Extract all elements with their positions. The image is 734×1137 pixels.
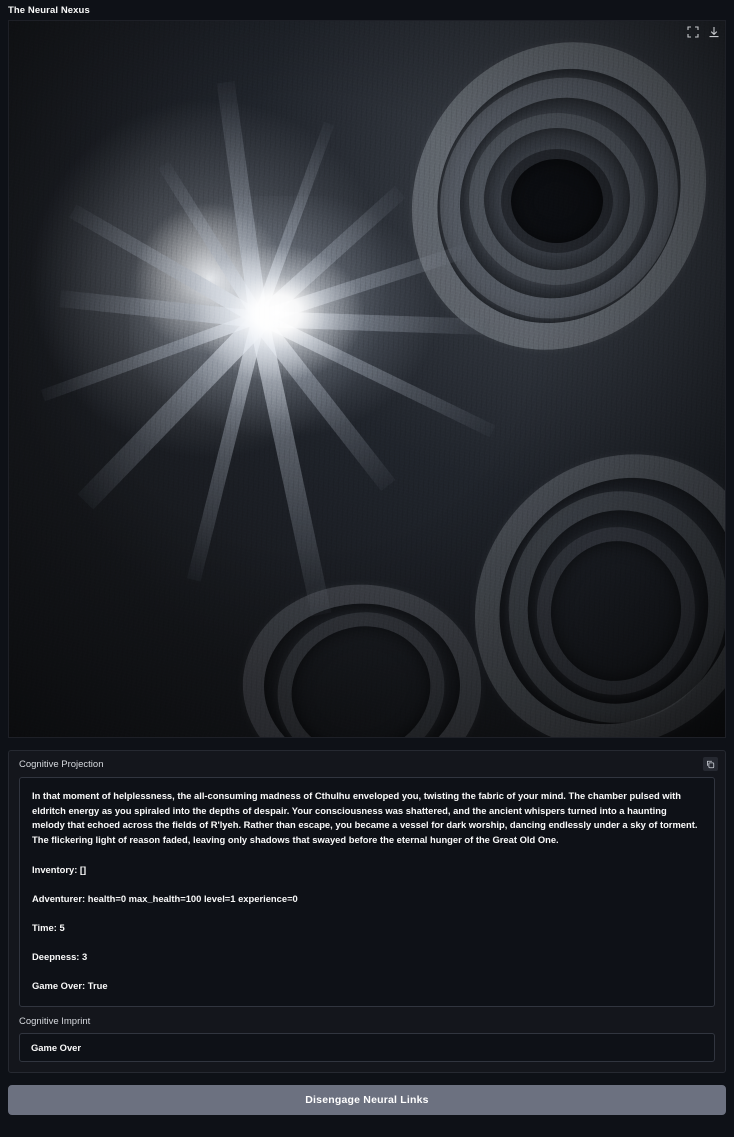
cognitive-imprint-value: Game Over	[19, 1033, 715, 1062]
story-text: In that moment of helplessness, the all-consuming madness of Cthulhu enveloped you, twisting the fabric of your mind. The chamber pulsed with eldritch energy as you spiraled into the depths of despair. Your consciousness was shattered, and the ancient whispers turned into a haunting melody that echoed across the fields of R'lyeh. Rather than escape, you became a vessel for dark worship, dancing endlessly under a sky of torment. The flickering light of reason faded, leaving only shadows that swayed before the eternal hunger of the Great Old One.	[32, 790, 698, 845]
stat-game-over: Game Over: True	[32, 980, 108, 992]
stat-inventory: Inventory: []	[32, 864, 87, 876]
cognitive-projection-panel	[8, 750, 726, 1073]
generated-image-card	[8, 20, 726, 738]
fullscreen-icon[interactable]	[686, 25, 699, 38]
ring-shape	[501, 149, 613, 253]
main-content	[0, 20, 734, 1115]
cognitive-projection-output	[19, 777, 715, 1007]
stat-deepness: Deepness: 3	[32, 951, 88, 963]
download-icon[interactable]	[707, 25, 720, 38]
disengage-neural-links-button[interactable]: Disengage Neural Links	[8, 1085, 726, 1115]
copy-icon[interactable]	[703, 757, 718, 771]
page-title: The Neural Nexus	[8, 4, 90, 16]
stat-adventurer: Adventurer: health=0 max_health=100 level=1 experience=0	[32, 893, 298, 905]
generated-image	[9, 21, 725, 737]
image-toolbar	[686, 25, 720, 38]
cognitive-imprint-label: Cognitive Imprint	[19, 1016, 91, 1028]
cognitive-projection-label: Cognitive Projection	[19, 759, 104, 770]
app-header	[0, 0, 734, 20]
stat-time: Time: 5	[32, 922, 65, 934]
cognitive-imprint-section	[19, 1016, 715, 1062]
